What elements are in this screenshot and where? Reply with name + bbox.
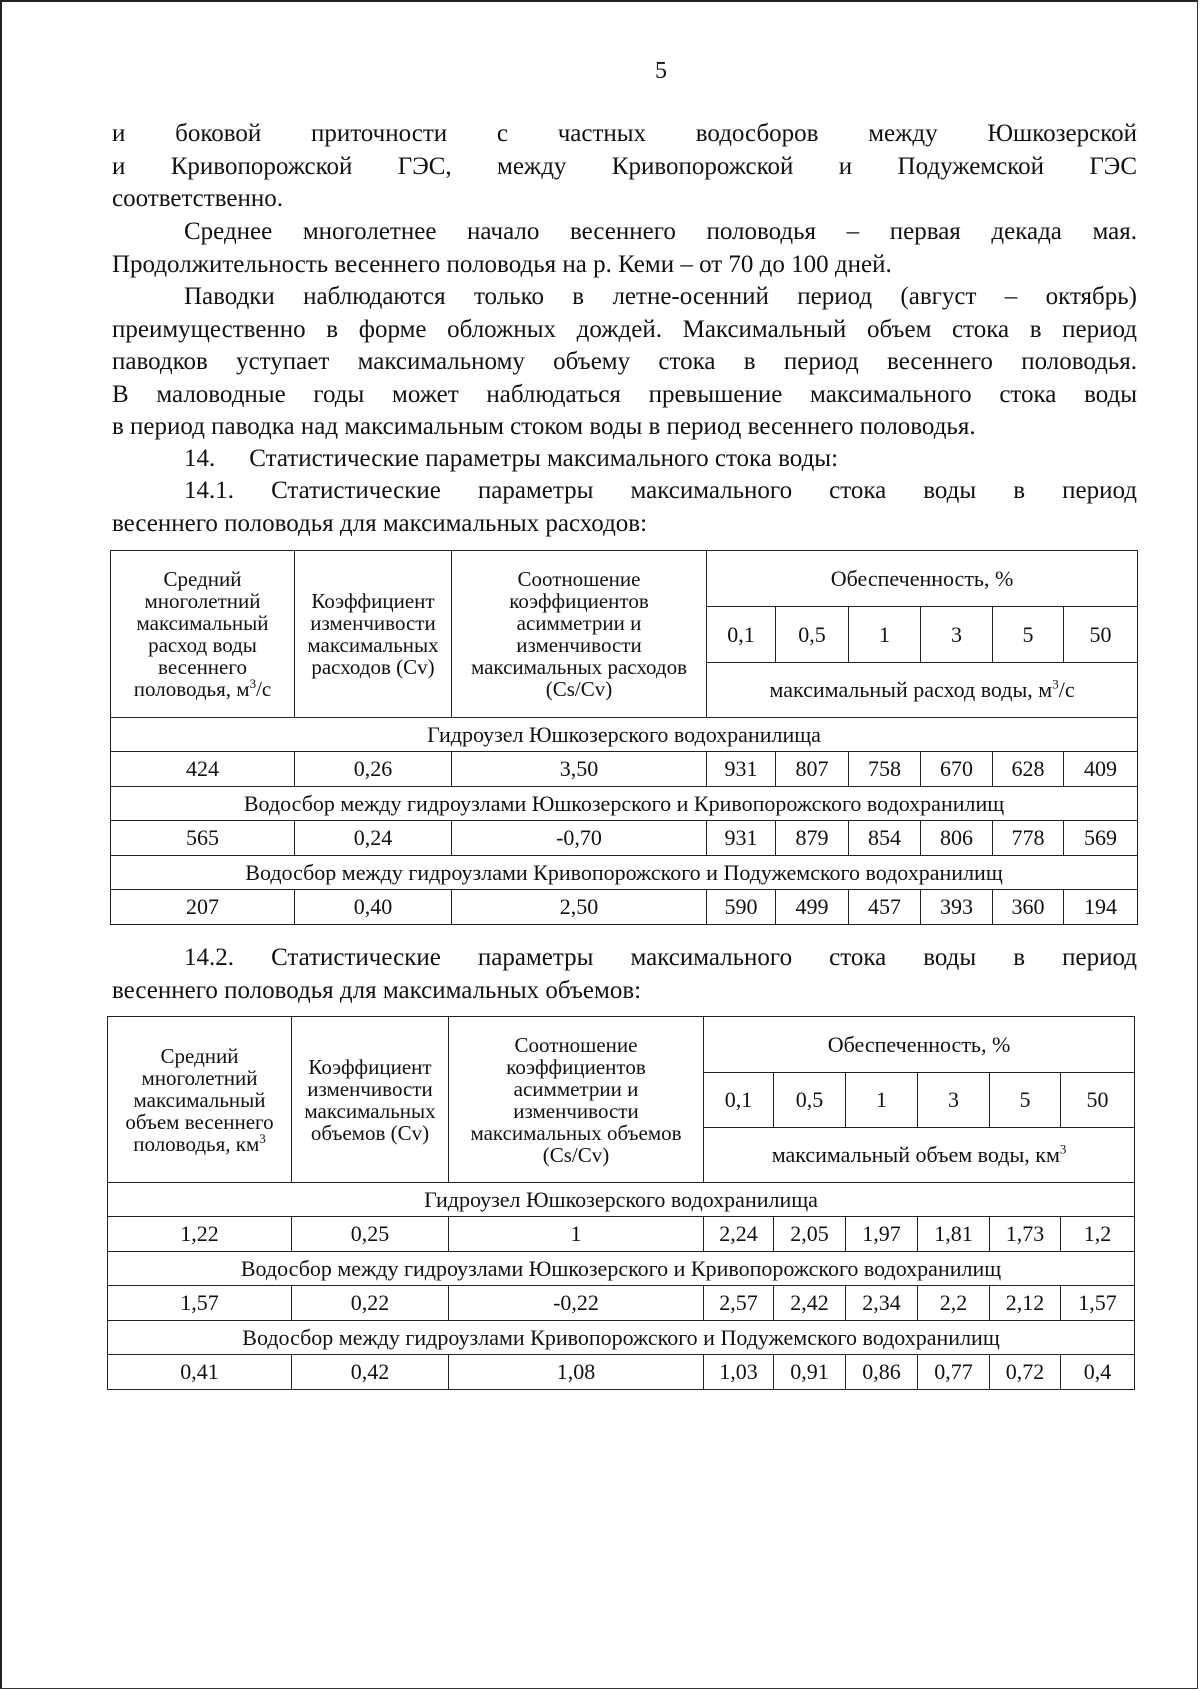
t2-exceedance-3: 3 [918,1073,990,1128]
t2-header-exceedance: Обеспеченность, % [704,1017,1135,1073]
table-row: 424 0,26 3,50 931 807 758 670 628 409 [111,752,1138,787]
t2-header-mean-volume: Средний многолетний максимальный объем весеннего половодья, $км^3$ [108,1017,292,1183]
max-volume-table [107,1016,1135,1390]
item-14 [112,443,1137,476]
item-14-2-line-1: 14.2. Статистические параметры максимального стока воды в период [184,944,1137,971]
item-14-number: 14. [184,445,216,472]
intro-line-2: и Кривопорожской ГЭС, между Кривопорожской и Подужемской ГЭС [112,152,1137,180]
t2-exceedance-0-1: 0,1 [704,1073,774,1128]
t2-header-cv: Коэффициент изменчивости максимальных объемов (Cv) [292,1017,449,1183]
spring-line-1: Среднее многолетнее начало весеннего половодья – первая декада мая. [184,218,1137,245]
t1-exceedance-3: 3 [921,607,993,663]
max-discharge-table [110,550,1138,925]
item-14-1-line-1: 14.1. Статистические параметры максимального стока воды в период [184,477,1137,504]
spring-line-2: Продолжительность весеннего половодья на р. Кеми – от 70 до 100 дней. [112,250,892,278]
t1-header-cv: Коэффициент изменчивости максимальных расходов (Cv) [295,551,452,718]
item-14-1 [112,475,1137,540]
intro-line-3: соответственно. [112,185,283,212]
t1-header-exceedance: Обеспеченность, % [707,551,1138,607]
item-14-1-line-2: весеннего половодья для максимальных расходов: [112,509,648,537]
t2-unit-row: максимальный объем воды, $км^3$ [704,1128,1135,1183]
t2-exceedance-0-5: 0,5 [774,1073,846,1128]
table-row: 207 0,40 2,50 590 499 457 393 360 194 [111,890,1138,925]
item-14-2-line-2: весеннего половодья для максимальных объемов: [112,976,642,1004]
t1-exceedance-5: 5 [993,607,1064,663]
t1-section-title: Водосбор между гидроузлами Кривопорожского и Подужемского водохранилищ [111,856,1138,890]
table-row: 1,57 0,22 -0,22 2,57 2,42 2,34 2,2 2,12 1,57 [108,1286,1135,1321]
intro-line-1: и боковой приточности с частных водосборов между Юшкозерской [112,120,1137,147]
t2-exceedance-1: 1 [846,1073,918,1128]
t2-section-title: Водосбор между гидроузлами Кривопорожского и Подужемского водохранилищ [108,1321,1135,1355]
t1-unit-row: максимальный расход воды, $м^3/с$ [707,663,1138,718]
page-number: 5 [655,58,667,84]
spring-paragraph [112,216,1137,281]
floods-line-5: в период паводка над максимальным стоком воды в период весеннего половодья. [112,413,976,440]
item-14-2 [112,942,1137,1007]
t1-section-title: Гидроузел Юшкозерского водохранилища [111,718,1138,752]
table-row: 1,22 0,25 1 2,24 2,05 1,97 1,81 1,73 1,2 [108,1217,1135,1252]
t2-exceedance-5: 5 [990,1073,1061,1128]
t1-exceedance-1: 1 [849,607,921,663]
intro-paragraph [112,118,1137,216]
t1-header-cs-cv: Соотношение коэффициентов асимметрии и изменчивости максимальных расходов (Cs/Cv) [452,551,707,718]
floods-paragraph [112,281,1137,444]
floods-line-1: Паводки наблюдаются только в летне-осенний период (август – октябрь) [184,283,1137,310]
t2-section-title: Гидроузел Юшкозерского водохранилища [108,1183,1135,1217]
t2-header-cs-cv: Соотношение коэффициентов асимметрии и изменчивости максимальных объемов (Cs/Cv) [449,1017,704,1183]
t1-exceedance-0-1: 0,1 [707,607,776,663]
floods-line-4: В маловодные годы может наблюдаться превышение максимального стока воды [112,380,1137,408]
t1-header-mean-discharge: Средний многолетний максимальный расход воды весеннего половодья, $м^3/с$ [111,551,295,718]
t1-section-title: Водосбор между гидроузлами Юшкозерского и Кривопорожского водохранилищ [111,787,1138,821]
table-row: 0,41 0,42 1,08 1,03 0,91 0,86 0,77 0,72 0,4 [108,1355,1135,1390]
floods-line-3: паводков уступает максимальному объему стока в период весеннего половодья. [112,348,1137,375]
item-14-text: Статистические параметры максимального стока воды: [249,445,839,472]
t1-exceedance-0-5: 0,5 [776,607,849,663]
t2-exceedance-50: 50 [1061,1073,1135,1128]
floods-line-2: преимущественно в форме обложных дождей. Максимальный объем стока в период [112,315,1137,343]
t2-section-title: Водосбор между гидроузлами Юшкозерского и Кривопорожского водохранилищ [108,1252,1135,1286]
t1-exceedance-50: 50 [1064,607,1138,663]
table-row: 565 0,24 -0,70 931 879 854 806 778 569 [111,821,1138,856]
